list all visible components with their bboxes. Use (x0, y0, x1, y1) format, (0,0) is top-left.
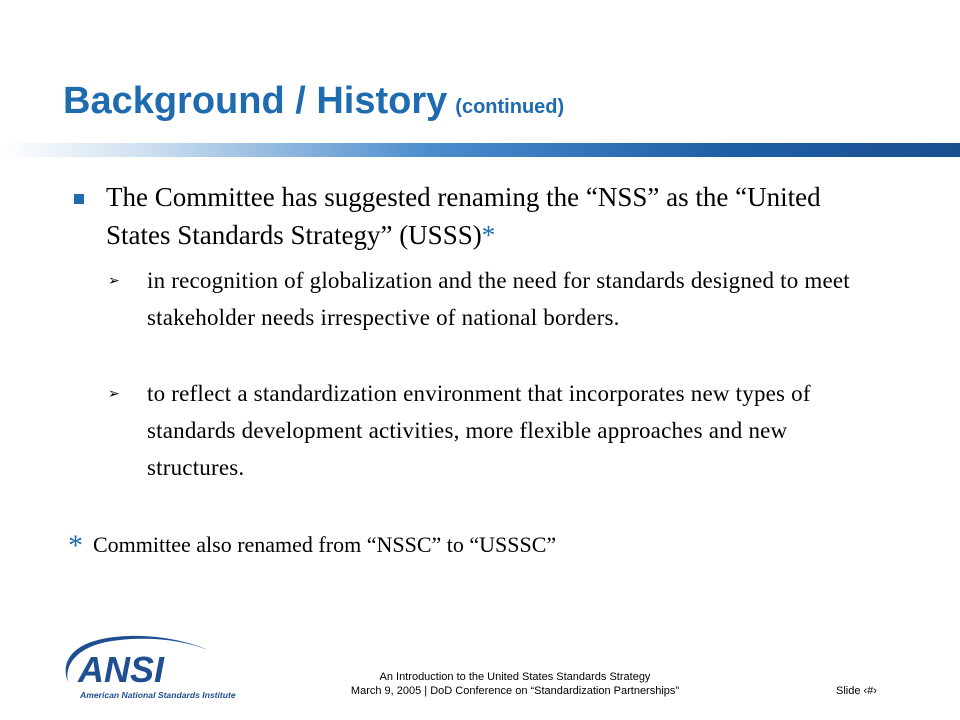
slide-title-sub: (continued) (455, 96, 565, 118)
sub-bullet-1-text: in recognition of globalization and the need for standards designed to meet stakeholder needs irrespective of national borders. (147, 268, 850, 330)
bullet-main-label: The Committee has suggested renaming the “NSS” as the “United States Standards Strategy” (USSS) (106, 182, 821, 250)
footnote-text: Committee also renamed from “NSSC” to “USSSC” (93, 532, 557, 557)
arrow-bullet-icon: ➢ (108, 386, 120, 402)
footer-line-2: March 9, 2005 | DoD Conference on “Standardization Partnerships” (350, 685, 680, 697)
ansi-logo (58, 632, 272, 702)
footer-center (320, 670, 710, 698)
asterisk-marker: * (481, 220, 496, 250)
footnote (68, 530, 556, 561)
footnote-asterisk: * (68, 529, 83, 562)
title-underline-bar (0, 143, 960, 157)
footer-line-1: An Introduction to the United States Standards Strategy (379, 671, 651, 683)
slide-title (63, 80, 564, 123)
square-bullet-icon (74, 194, 84, 204)
slide-title-main: Background / History (63, 80, 448, 122)
slide-number: Slide ‹#› (836, 685, 877, 697)
arrow-bullet-icon: ➢ (108, 273, 120, 289)
logo-mark: ANSI (78, 649, 165, 690)
sub-bullet-2-text: to reflect a standardization environment that incorporates new types of standards development activities, more flexible approaches and new structures. (147, 381, 811, 480)
bullet-main-text (106, 178, 886, 254)
logo-caption: American National Standards Institute (80, 690, 236, 700)
